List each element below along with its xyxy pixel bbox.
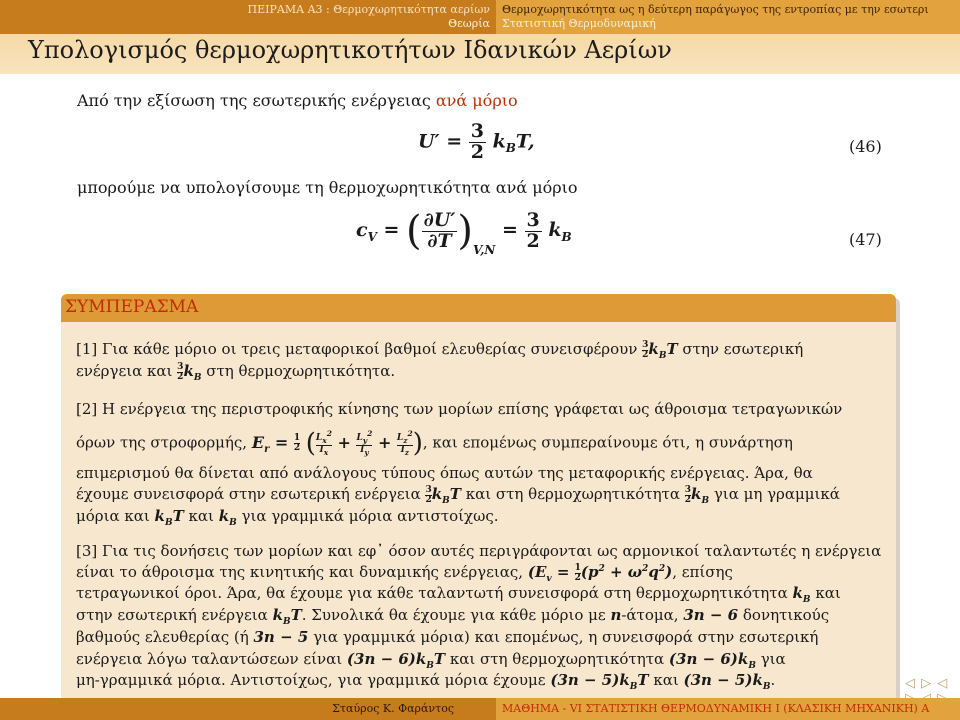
p3-l4-kbt: $k_BT$: [272, 606, 302, 627]
p3-l7-u: $(3n - 5)k_BT$: [550, 671, 649, 692]
p2-l2-post: , και επομένως συμπεραίνουμε ότι, η συνάρτηση: [422, 433, 793, 452]
p2-l4-c: για μη γραμμικά: [713, 485, 840, 503]
p3-l4-c: -άτομα,: [621, 606, 679, 624]
equation-47: $c_V$ = ( $\frac{\partial U'}{\partial T}$ )$_{V,N}$ = $\frac{3}{2}$ $k_B$: [356, 208, 572, 257]
equation-46: [418, 122, 535, 163]
eq46-lhs: U′ =: [418, 130, 469, 153]
conclusion-p2-line2: [76, 428, 793, 458]
conclusion-p3-line2: [76, 563, 733, 584]
eq47-sub: V,N: [473, 243, 496, 257]
p1-l1-text: [1] Για κάθε μόριο οι τρεις μεταφορικοί βαθμοί ελευθερίας συνεισφέρουν: [76, 340, 638, 358]
p3-l3-text: τετραγωνικοί όροι. Άρα, θα έχουμε για κάθε ταλαντωτή συνεισφορά στη θερμοχωρητικότητα: [76, 584, 788, 602]
eq46-k: k: [492, 130, 506, 153]
eq46-sub: B: [505, 141, 516, 156]
intro-text: [77, 91, 518, 110]
p3-l4-n: n: [610, 606, 622, 624]
conclusion-p3-line4: [76, 606, 829, 627]
p3-l4-3n6: 3n − 6: [683, 606, 739, 624]
conclusion-p3-line5: [76, 628, 818, 646]
p3-l5-b: για γραμμικά μόρια) και επομένως, η συνεισφορά στην εσωτερική: [313, 628, 819, 646]
p2-kbt: $k_BT$: [431, 485, 461, 506]
p3-l5-a: βαθμούς ελευθερίας (ή: [76, 628, 249, 646]
footer-author: Σταύρος Κ. Φαράντος: [0, 698, 496, 720]
p3-l3-tail: και: [815, 584, 841, 602]
p2-kb: $k_B$: [691, 485, 710, 506]
conclusion-p2-line1: [2] Η ενέργεια της περιστροφικής κίνησης των μορίων επίσης γράφεται ως άθροισμα τετραγωνικών: [76, 400, 843, 418]
conclusion-p2-line3: επιμερισμού θα δίνεται από ανάλογους τύπους όπως αυτών της μεταφορικής ενέργειας. Άρα, θα: [76, 464, 813, 482]
header-section-current: Θερμοχωρητικότητα ως η δεύτερη παράγωγος της εντροπίας με την εσωτερι: [502, 3, 929, 16]
footer-course-title: ΣΤΑΤΙΣΤΙΚΗ ΘΕΡΜΟΔΥΝΑΜΙΚΗ Ι (ΚΛΑΣΙΚΗ ΜΗΧΑΝΙΚΗ) Α: [585, 702, 930, 715]
eq47-k: k: [548, 219, 562, 241]
p3-l7-c-text: .: [770, 671, 776, 689]
footer-course: [496, 698, 960, 720]
eq47-den: ∂T: [427, 229, 452, 252]
eq47-fraction: [422, 208, 458, 252]
p3-l6-b: και στη θερμοχωρητικότητα: [449, 650, 665, 668]
p3-l3-kb: $k_B$: [792, 584, 811, 605]
p2-l4-a: έχουμε συνεισφορά στην εσωτερική ενέργεια: [76, 485, 421, 503]
header-section-left[interactable]: [0, 0, 496, 34]
eq47-den2: 2: [526, 229, 540, 252]
p3-l5-3n5: 3n − 5: [253, 628, 309, 646]
line-2: μπορούμε να υπολογίσουμε τη θερμοχωρητικότητα ανά μόριο: [77, 178, 578, 197]
equation-46-number: (46): [849, 137, 882, 156]
slide-footer: [0, 698, 960, 720]
conclusion-p3-line7: [76, 671, 775, 692]
conclusion-p3-line3: [76, 584, 841, 605]
footer-course-code: ΜΑΘΗΜΑ - VI: [502, 702, 583, 715]
p3-l4-d: δονητικούς: [742, 606, 830, 624]
p3-l6-u: $(3n - 6)k_BT$: [346, 650, 446, 671]
p2-l5-a: μόρια και: [76, 507, 150, 525]
p2-l5-kb: $k_B$: [218, 507, 237, 528]
p3-l4-a: στην εσωτερική ενέργεια: [76, 606, 268, 624]
p1-l2-tail: στη θερμοχωρητικότητα.: [206, 362, 396, 380]
p1-frac: $\frac{3}{2}$: [642, 339, 649, 360]
p3-l2-post: , επίσης: [672, 563, 733, 581]
conclusion-p2-line4: [76, 485, 840, 506]
p2-l2-pre: όρων της στροφορμής,: [76, 433, 248, 452]
p3-l7-a: μη-γραμμικά μόρια. Αντιστοίχως, για γραμμικά μόρια έχουμε: [76, 671, 546, 689]
conclusion-heading: ΣΥΜΠΕΡΑΣΜΑ: [61, 294, 896, 322]
p3-l4-b: . Συνολικά θα έχουμε για κάθε μόριο με: [301, 606, 606, 624]
eq47-eq: =: [376, 219, 407, 241]
slide-title: Υπολογισμός θερμοχωρητικοτήτων Ιδανικών Αερίων: [28, 36, 672, 64]
eq47-paren-open: (: [406, 208, 422, 254]
eq47-k-sub: B: [561, 229, 572, 244]
navigation-arrows-icon[interactable]: ◁ ▷ ◁: [905, 676, 949, 691]
p2-frac-2: $\frac{3}{2}$: [684, 484, 692, 505]
header-subsection-title: Θεωρία: [448, 17, 490, 30]
eq47-num2: 3: [526, 208, 540, 231]
conclusion-p1-line2: [76, 362, 395, 383]
p3-l7-b: και: [653, 671, 679, 689]
p3-l6-c: $(3n - 6)k_B$: [668, 650, 756, 671]
eq46-tail: T,: [515, 130, 535, 153]
p2-l5-b: και: [188, 507, 214, 525]
eq46-num: 3: [470, 120, 484, 142]
eq46-den: 2: [470, 140, 484, 163]
p1-kbt: $k_BT$: [648, 340, 678, 361]
p3-ev-formula: ($E_v$ = $\frac{1}{2}$ $(p^2 + \omega^2q^2)$: [527, 562, 673, 584]
header-subsection-current: Στατιστική Θερμοδυναμική: [502, 17, 656, 30]
conclusion-p3-line1: [3] Για τις δονήσεις των μορίων και εφ᾽ όσον αυτές περιγράφονται ως αρμονικοί ταλαντωτές η ενέργεια: [76, 542, 882, 560]
p1-l1-tail: στην εσωτερική: [682, 340, 804, 358]
conclusion-p3-line6: [76, 650, 786, 671]
p2-l5-c: για γραμμικά μόρια αντιστοίχως.: [241, 507, 499, 525]
p2-er-formula: $E_r$ = $\frac{1}{2}$ ( $\frac{L_x^2}{I_x}$ + $\frac{L_y^2}{I_y}$ + $\frac{L_z^2}{I_z}$ ): [251, 428, 423, 458]
p1-kb: $k_B$: [183, 362, 202, 383]
eq47-paren-close: ): [457, 208, 473, 254]
slide-header: [0, 0, 960, 34]
conclusion-p1-line1: [76, 340, 803, 361]
eq47-fraction-2: [525, 208, 542, 252]
eq47-c: c: [356, 219, 368, 241]
header-section-right[interactable]: [496, 0, 960, 34]
p3-l6-a: ενέργεια λόγω ταλαντώσεων είναι: [76, 650, 343, 668]
p1-l2-text: ενέργεια και: [76, 362, 173, 380]
header-section-title: ΠΕΙΡΑΜΑ Α3 : Θερμοχωρητικότητα αερίων: [247, 3, 490, 16]
p2-l4-b: και στη θερμοχωρητικότητα: [465, 485, 680, 503]
conclusion-p2-line5: [76, 507, 499, 528]
intro-plain: Από την εξίσωση της εσωτερικής ενέργειας: [77, 91, 436, 110]
eq47-c-sub: V: [367, 229, 377, 244]
p3-l7-c: $(3n - 5)k_B$: [683, 671, 771, 692]
equation-47-number: (47): [849, 230, 882, 249]
p2-l5-kbt: $k_BT$: [154, 507, 184, 528]
p2-frac: $\frac{3}{2}$: [425, 484, 432, 505]
eq46-fraction: [469, 122, 486, 163]
p3-l6-c-text: για: [760, 650, 786, 668]
intro-highlight: ανά μόριο: [435, 91, 518, 110]
eq47-num: ∂U′: [423, 208, 456, 231]
p3-l2-pre: είναι το άθροισμα της κινητικής και δυναμικής ενέργειας,: [76, 563, 524, 581]
p1-frac-2: $\frac{3}{2}$: [177, 361, 184, 382]
